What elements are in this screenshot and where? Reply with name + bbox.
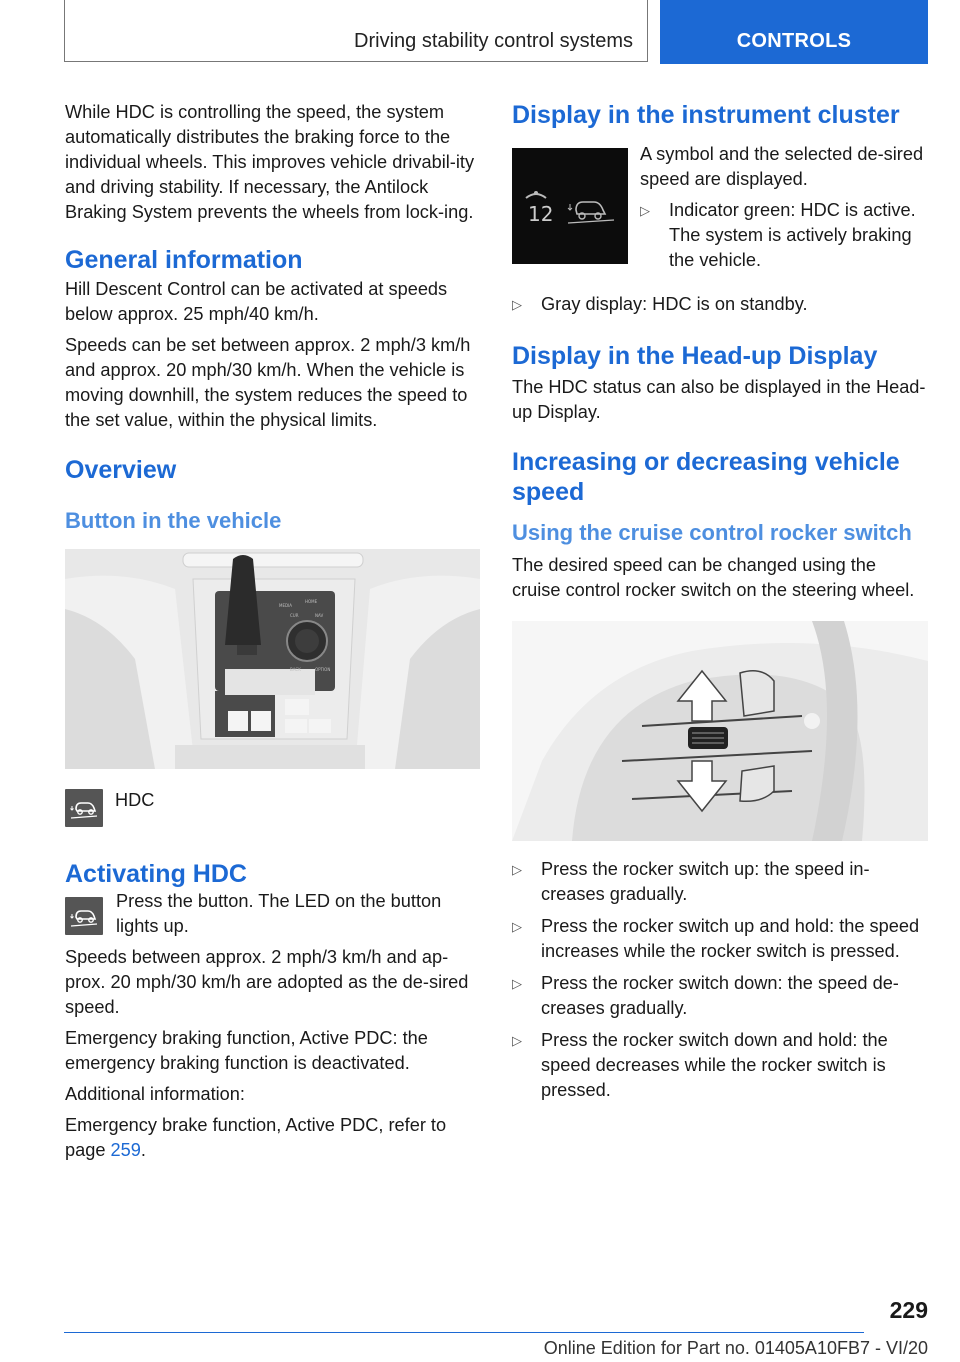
list-item: ▷ Indicator green: HDC is active. The system is actively braking the vehicle.: [640, 198, 928, 273]
hdc-button-legend: [65, 789, 481, 827]
right-column: [512, 100, 928, 1110]
svg-text:BACK: BACK: [290, 667, 301, 672]
rocker-paragraph: The desired speed can be changed using the cruise control rocker switch on the steering wheel.: [512, 555, 915, 600]
cluster-display-block: [512, 144, 928, 280]
list-item: ▷ Press the rocker switch down and hold: the speed decreases while the rocker switch is pressed.: [512, 1028, 928, 1103]
cluster-text: [640, 142, 928, 280]
hill-descent-control-icon: [65, 789, 103, 827]
cluster-bullet-list: [640, 198, 928, 273]
overview-heading: Overview: [65, 456, 177, 484]
rocker-switch-heading: Using the cruise control rocker switch: [512, 520, 912, 545]
rocker-bullet-list: [512, 857, 928, 1103]
instrument-cluster-heading: Display in the instrument cluster: [512, 101, 900, 129]
page-reference: Emergency brake function, Active PDC, refer to page 259.: [65, 1115, 447, 1160]
activating-hdc-heading: Activating HDC: [65, 860, 247, 888]
page-header: [64, 0, 928, 64]
center-console-image: [65, 549, 480, 769]
cluster-bullet-list-2: [512, 292, 928, 317]
activating-paragraph-3: Emergency braking function, Active PDC: the emergency braking function is deactivated.: [65, 1028, 428, 1073]
rocker-switch-image: [512, 621, 928, 841]
left-column: [65, 100, 481, 1169]
chapter-tab: [660, 0, 928, 64]
list-item: ▷ Press the rocker switch down: the speed de-creases gradually.: [512, 971, 928, 1021]
head-up-display-heading: Display in the Head-up Display: [512, 342, 878, 370]
svg-text:OPTION: OPTION: [315, 667, 331, 672]
edition-note: Online Edition for Part no. 01405A10FB7 - VI/20: [543, 1338, 928, 1358]
footer-divider: [64, 1332, 864, 1333]
page-number: 229: [889, 1297, 928, 1323]
general-paragraph-2: Speeds can be set between approx. 2 mph/3 km/h and approx. 20 mph/30 km/h. When the vehicle is moving downhill, the system reduces the speed to the set value, within the physical limits.: [65, 335, 471, 430]
general-paragraph-1: Hill Descent Control can be activated at speeds below approx. 25 mph/40 km/h.: [65, 279, 448, 324]
increasing-decreasing-heading: Increasing or decreasing vehicle speed: [512, 448, 900, 506]
list-item: ▷ Press the rocker switch up: the speed in-creases gradually.: [512, 857, 928, 907]
cluster-paragraph: A symbol and the selected de-sired speed are displayed.: [640, 144, 924, 189]
general-information-heading: General information: [65, 246, 303, 274]
chapter-title: CONTROLS: [736, 30, 852, 52]
page-link[interactable]: 259: [110, 1140, 141, 1160]
section-title: Driving stability control systems: [354, 30, 633, 52]
cluster-speed-number: 12: [528, 202, 554, 226]
svg-text:MEDIA: MEDIA: [279, 603, 292, 608]
svg-text:NAV: NAV: [315, 613, 324, 618]
list-item: ▷ Press the rocker switch up and hold: the speed increases while the rocker switch is pressed.: [512, 914, 928, 964]
additional-information: Additional information:: [65, 1084, 245, 1104]
activating-paragraph-1: Press the button. The LED on the button lights up.: [116, 891, 442, 936]
svg-text:CUR: CUR: [290, 613, 299, 618]
activating-instruction: [65, 889, 481, 945]
cluster-display-image: [512, 148, 628, 264]
button-in-vehicle-heading: Button in the vehicle: [65, 508, 282, 533]
hill-descent-control-icon: [65, 897, 103, 935]
activating-paragraph-2: Speeds between approx. 2 mph/3 km/h and ap-prox. 20 mph/30 km/h are adopted as the de-sired speed.: [65, 947, 469, 1017]
hud-paragraph: The HDC status can also be displayed in the Head-up Display.: [512, 377, 926, 422]
section-title-box: [64, 0, 648, 62]
svg-text:HOME: HOME: [305, 599, 318, 604]
intro-paragraph: While HDC is controlling the speed, the system automatically distributes the braking force to the individual wheels. This improves vehicle drivabil-ity and driving stability. If necessary, the Antilock Braking System prevents the wheels from lock-ing.: [65, 102, 475, 222]
hdc-label: HDC: [115, 790, 155, 810]
list-item: ▷ Gray display: HDC is on standby.: [512, 292, 928, 317]
